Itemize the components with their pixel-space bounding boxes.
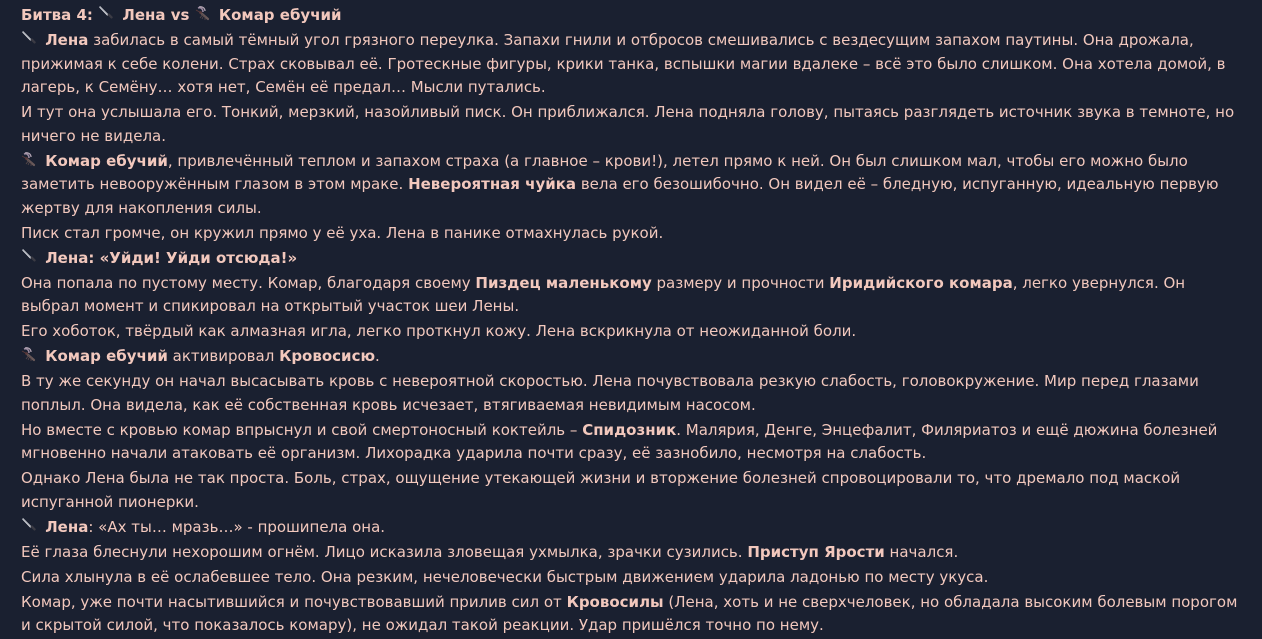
text-run: Её глаза блеснули нехорошим огнём. Лицо исказила зловещая ухмылка, зрачки сузились. xyxy=(21,542,748,561)
text-run: , привлечённый теплом и запахом страха (а главное – крови!), летел прямо к ней. Он был слишком мал, чтобы его можно было заметить невооружённым глазом в этом мраке. xyxy=(21,151,1188,193)
mosquito-icon xyxy=(21,151,37,167)
bold-text: : «Уйди! Уйди отсюда!» xyxy=(88,248,298,267)
text-run: Комар, уже почти насытившийся и почувствовавший прилив сил от xyxy=(21,592,567,611)
text-run: забилась в самый тёмный угол грязного переулка. Запахи гнили и отбросов смешивались с вездесущим запахом паутины. Она дрожала, прижимая к себе колени. Страх сковывал её. Гротескные фигуры, крики танка, вспышки магии вдалеке – всё это было слишком. Она хотела домой, в лагерь, к Семёну… хотя нет, Семён её предал… Мысли путались. xyxy=(21,31,1226,96)
text-run: активировал xyxy=(167,347,280,365)
story-paragraph xyxy=(21,566,1246,590)
text-run: начался. xyxy=(884,542,959,561)
bold-text: Комар ебучий xyxy=(40,151,168,170)
text-run: Однако Лена была не так проста. Боль, страх, ощущение утекающей жизни и вторжение болезней спровоцировали то, что дремало под маской испуганной пионерки. xyxy=(21,469,1181,511)
text-run: , легко увернулся. Он выбрал момент и спикировал на открытый участок шеи Лены. xyxy=(21,273,1186,315)
story-paragraph xyxy=(21,541,1246,565)
bold-text: Лена xyxy=(40,517,89,536)
text-run: размеру и прочности xyxy=(651,273,830,292)
knife-icon xyxy=(21,248,37,264)
bold-text: Битва 4: xyxy=(21,6,99,24)
text-run: И тут она услышала его. Тонкий, мерзкий, назойливый писк. Он приближался. Лена подняла голову, пытаясь разглядеть источник звука в темноте, но ничего не видела. xyxy=(21,103,1235,145)
text-run: . xyxy=(375,347,380,365)
story-paragraph xyxy=(21,29,1246,100)
mosquito-icon xyxy=(21,346,37,362)
story-paragraph xyxy=(21,419,1246,466)
text-run: : «Ах ты… мразь…» - прошипела она. xyxy=(88,517,386,536)
text-run: вела его безошибочно. Он видел её – бледную, испуганную, идеальную первую жертву для накопления силы. xyxy=(21,175,1219,217)
story-paragraph xyxy=(21,320,1246,344)
text-run: Она попала по пустому месту. Комар, благодаря своему xyxy=(21,273,476,292)
knife-icon xyxy=(21,517,37,533)
text-run: (Лена, хоть и не сверхчеловек, но обладала высоким болевым порогом и скрытой силой, что показалось комару), не ожидал такой реакции. Удар пришёлся точно по нему. xyxy=(21,592,1238,634)
story-paragraphs xyxy=(21,29,1246,638)
text-run: Писк стал громче, он кружил прямо у её уха. Лена в панике отмахнулась рукой. xyxy=(21,223,664,242)
story-paragraph xyxy=(21,247,1246,271)
text-run: Но вместе с кровью комар впрыснул и свой смертоносный коктейль – xyxy=(21,420,583,439)
text-run: Его хоботок, твёрдый как алмазная игла, легко проткнул кожу. Лена вскрикнула от неожиданной боли. xyxy=(21,322,857,340)
story-paragraph xyxy=(21,370,1246,417)
bold-text: Иридийского комара xyxy=(829,273,1013,292)
story-paragraph xyxy=(21,467,1246,514)
bold-text: Невероятная чуйка xyxy=(408,175,577,193)
story-paragraph xyxy=(21,150,1246,221)
story-paragraph xyxy=(21,272,1246,319)
bold-text: Кровосилы xyxy=(566,592,664,611)
bold-text: Лена vs xyxy=(117,6,195,24)
bold-text: Комар ебучий xyxy=(40,347,168,365)
story-paragraph xyxy=(21,222,1246,246)
knife-icon xyxy=(98,5,114,21)
bold-text: Пиздец маленькому xyxy=(475,273,652,292)
text-run: Сила хлынула в её ослабевшее тело. Она резким, нечеловечески быстрым движением ударила ладонью по месту укуса. xyxy=(21,567,989,586)
story-paragraph xyxy=(21,345,1246,369)
bold-text: Лена xyxy=(40,31,89,49)
bold-text: Комар ебучий xyxy=(213,6,342,24)
bold-text: Приступ Ярости xyxy=(747,542,885,561)
battle-heading xyxy=(21,4,1246,28)
text-run: . Малярия, Денге, Энцефалит, Филяриатоз и ещё дюжина болезней мгновенно начали атаковать её организм. Лихорадка ударила почти сразу, её зазнобило, несмотря на слабость. xyxy=(21,420,1218,462)
story-paragraph xyxy=(21,516,1246,540)
bold-text: Лена xyxy=(40,248,89,267)
story-paragraph xyxy=(21,591,1246,638)
mosquito-icon xyxy=(195,5,211,21)
text-run: В ту же секунду он начал высасывать кровь с невероятной скоростью. Лена почувствовала резкую слабость, головокружение. Мир перед глазами поплыл. Она видела, как её собственная кровь исчезает, втягиваемая невидимым насосом. xyxy=(21,372,1199,414)
bold-text: Кровосисю xyxy=(279,347,376,365)
knife-icon xyxy=(21,30,37,46)
bold-text: Спидозник xyxy=(582,420,677,439)
story-paragraph xyxy=(21,101,1246,148)
message-content xyxy=(21,4,1246,639)
